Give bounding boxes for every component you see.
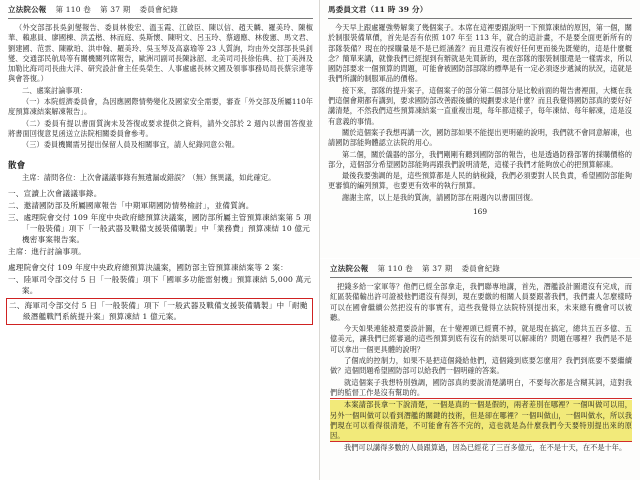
running-head-rule — [330, 277, 632, 278]
closing-paragraph: 主席：請問各位：上次會議議事錄有無遺漏或錯誤？（無）無異議，如此確定。 — [22, 172, 276, 182]
running-head-volume: 第 110 卷 — [377, 264, 413, 273]
right-running-head — [330, 263, 632, 274]
paragraph: 關於這個案子我想再講一次，國防部如果不能提出更明確的說明，我們就不會同意解凍，也請國防部能夠體認立法院的用心。 — [328, 127, 632, 148]
chair-line: 主席：進行討論事項。 — [8, 246, 86, 256]
paragraph: 接下來，部隊的提升案子，這個案子的部分第二個部分是比較前面的報告書裡面，大概在我們這個會期都有講到，要求國防部改善跟後續的規劃要求是什麼？而且我覺得國防部真的要好好講清楚，不然我們這些預算凍結案一直重複出現，每年都這樣子，每年凍結、每年解凍，這是沒有意義的事情。 — [328, 85, 632, 126]
paragraph: （二）委員有提以書面質詢未及答復或要求提供之資料，請外交部於 2 週內以書面答復並將書面回復意見函送立法院相關委員會參考。 — [8, 118, 313, 138]
running-head-rule — [8, 18, 313, 19]
right-bottom-column — [320, 258, 640, 480]
paragraph: 第二個，關於儀器的部分，我們剛剛有聽到國防部的報告，也是透過防務部署的採購價格的部分，這個部分希望國防部能夠再跟我們說明清楚，這樣子我們才能夠放心的把預算解凍。 — [328, 149, 632, 169]
speaker-name: 馬委員文君（11 時 39 分） — [328, 5, 428, 14]
running-head-volume: 第 110 卷 — [55, 5, 91, 14]
speaker-heading — [328, 4, 632, 15]
agenda-item: 一、宣讀上次會議議事錄。 — [8, 188, 102, 198]
page-number: 169 — [472, 207, 488, 217]
paragraph: 二、處案討論事項： — [22, 85, 88, 95]
paragraph: 把錢多給一家軍等？他們已經全部拿走，我們聯專地講，首先，潛艦設計圖還沒有完成，而紅區裝備輸出許可證被他們還沒有得到，現在要繳的相關人員要跟著我們，我們畫人怎麼樣時可以在國會繼續公然把沒有的事實有，這些我覺得立法院特別提出來，未來總有機會可以被聽。 — [330, 282, 632, 322]
paragraph: 今天早上跟處羅強勢解業了幾個案子。本席在這裡要跟說明一下預算凍結的原因，第一個，關於制服裝備單價，首先是否有依照 107 年至 113 年，就合的這計畫，不是要全面更新所有的部隊裝備？現在的採購量是不是已經涵蓋？而且還沒有被好任何更而後先既變的，這是什麼概念？簡單來講，就像我們已經提到有辦就是先買新的，現在部隊的服裝制服還是一樣需求，所以國防部要求一個預算的問題，可能會被國防部部隊的標準是有一定必須逐步遞減的狀況，這就是我們所講的制服軍品的價格。 — [328, 23, 632, 84]
agenda-item: 二、邀請國防部及所屬國庫報告「中期軍期國防情勢檢討」，並備質詢。 — [8, 200, 254, 210]
running-head-journal: 立法院公報 — [330, 264, 369, 273]
paragraph: （三）委員機關需另提出保留人員及相關事宜，請人紀錄同意公報。 — [22, 140, 240, 150]
left-running-head — [8, 4, 313, 15]
paragraph: 最後我要強調的是，這些預算都是人民的納稅錢，我們必須要對人民負責，希望國防部能夠更審慎的編列預算，也要更有效率的執行預算。 — [328, 171, 632, 191]
paragraph: 今天如果連能被還要設計圖，在十變裡頭已經賣不掉，就是現在搞定，總共五百多億、五億美元，讓我們已經審過的這些預算到底有沒有的結果可以解凍的？問題在哪裡？我們是不是可以拿出一個更具體的說明？ — [330, 324, 632, 354]
paragraph: 謝謝主席，以上是我的質詢，請國防部在兩週內以書面回復。 — [342, 192, 538, 202]
running-head-issue: 第 37 期 — [99, 5, 131, 14]
highlighted-paragraph: 本案請部長拿一下說清楚，一個是真的一個是假的，兩者差別在哪裡？一個叫做可以用，另外一個叫做可以看到潛艦的關鍵的技術，但是卻在哪裡？一個叫做山，一個叫做水，所以我們現在可以看得很清楚，不可能會有答不完的，這也就是為什麼我們今天要特別提出來的原因。 — [330, 400, 632, 442]
right-top-column — [320, 0, 640, 258]
resolution-item-1: 一、陸軍司令部交付 5 日「一般裝備」項下「國軍多功能雷射機」預算凍結 5,000 萬元案。 — [8, 274, 312, 295]
running-head-issue: 第 37 期 — [421, 264, 453, 273]
paragraph: （外交部部長吳釗燮報告、委員林俊宏、溫玉霞、江啟臣、陳以信、趙天麟、羅美玲、陳椒華、賴惠員、廖國棟、洪孟楷、林而庭、吳斯懷、陳明文、呂玉玲、蔡適應、林俊憲、馬文君、劉建國、范雲、陳歐珀、洪申翰、羅美玲、吳玉琴及高嘉瑜等 23 人質詢，均由外交部部長吳釗燮、交通部民航局等有關機關列席報告，歐洲司副司長陳詠韶、北美司司長徐佑典、拉丁美洲及加勒比海司司長曲大洋、研究設計會主任吳榮生、人事處處長林文國及領事事務局局長蔡宗達等與會答復。） — [8, 23, 313, 84]
speaker-heading-rule — [328, 18, 632, 19]
running-head-journal: 立法院公報 — [8, 5, 47, 14]
highlighted-resolution-box — [6, 298, 313, 325]
agenda-item: 三、處理院會交付 109 年度中央政府總預算決議案，國防部所屬主管預算凍結案第 5 項「一般裝備」項下「一般武器及戰備支援裝備購製」中「業務費」預算凍結 10 億元機密事案報告案。 — [8, 212, 312, 244]
running-head-section: 委員會紀錄 — [461, 264, 500, 273]
resolution-item-2: 二、海軍司令部交付 5 日「一般裝備」項下「一般武器及戰備支援裝備購製」中「耐颱級潛艦戰鬥系統提升案」預算凍結 1 億元案。 — [9, 300, 308, 321]
paragraph: （一）本院經濟委員會，為因應國際情勢變化及國家安全需要，審查「外交部及所屬110年度預算凍結案解凍報告」。 — [8, 97, 313, 117]
running-head-section: 委員會紀錄 — [139, 5, 178, 14]
resolution-intro: 處理院會交付 109 年度中央政府總預算決議案，國防部主管預算凍結案等 2 案： — [8, 262, 288, 272]
paragraph: 我們可以講得多數的人員跟算過，因為已經花了三百多億元，在不是十天，在不是十年。 — [344, 443, 627, 453]
paragraph: 就這個案子我想特別強調，國防部真的要說清楚講明白，不要每次都是含糊其詞，這對我們的監督工作是沒有幫助的。 — [330, 378, 632, 400]
paragraph: 了個成的控制力，如果不是把這個錢給他們，這個錢到底要怎麼用？我們到底要不要繼續做？這個問題希望國防部可以給我們一個明確的答案。 — [330, 356, 632, 376]
section-heading-adjourn: 散會 — [8, 159, 26, 170]
